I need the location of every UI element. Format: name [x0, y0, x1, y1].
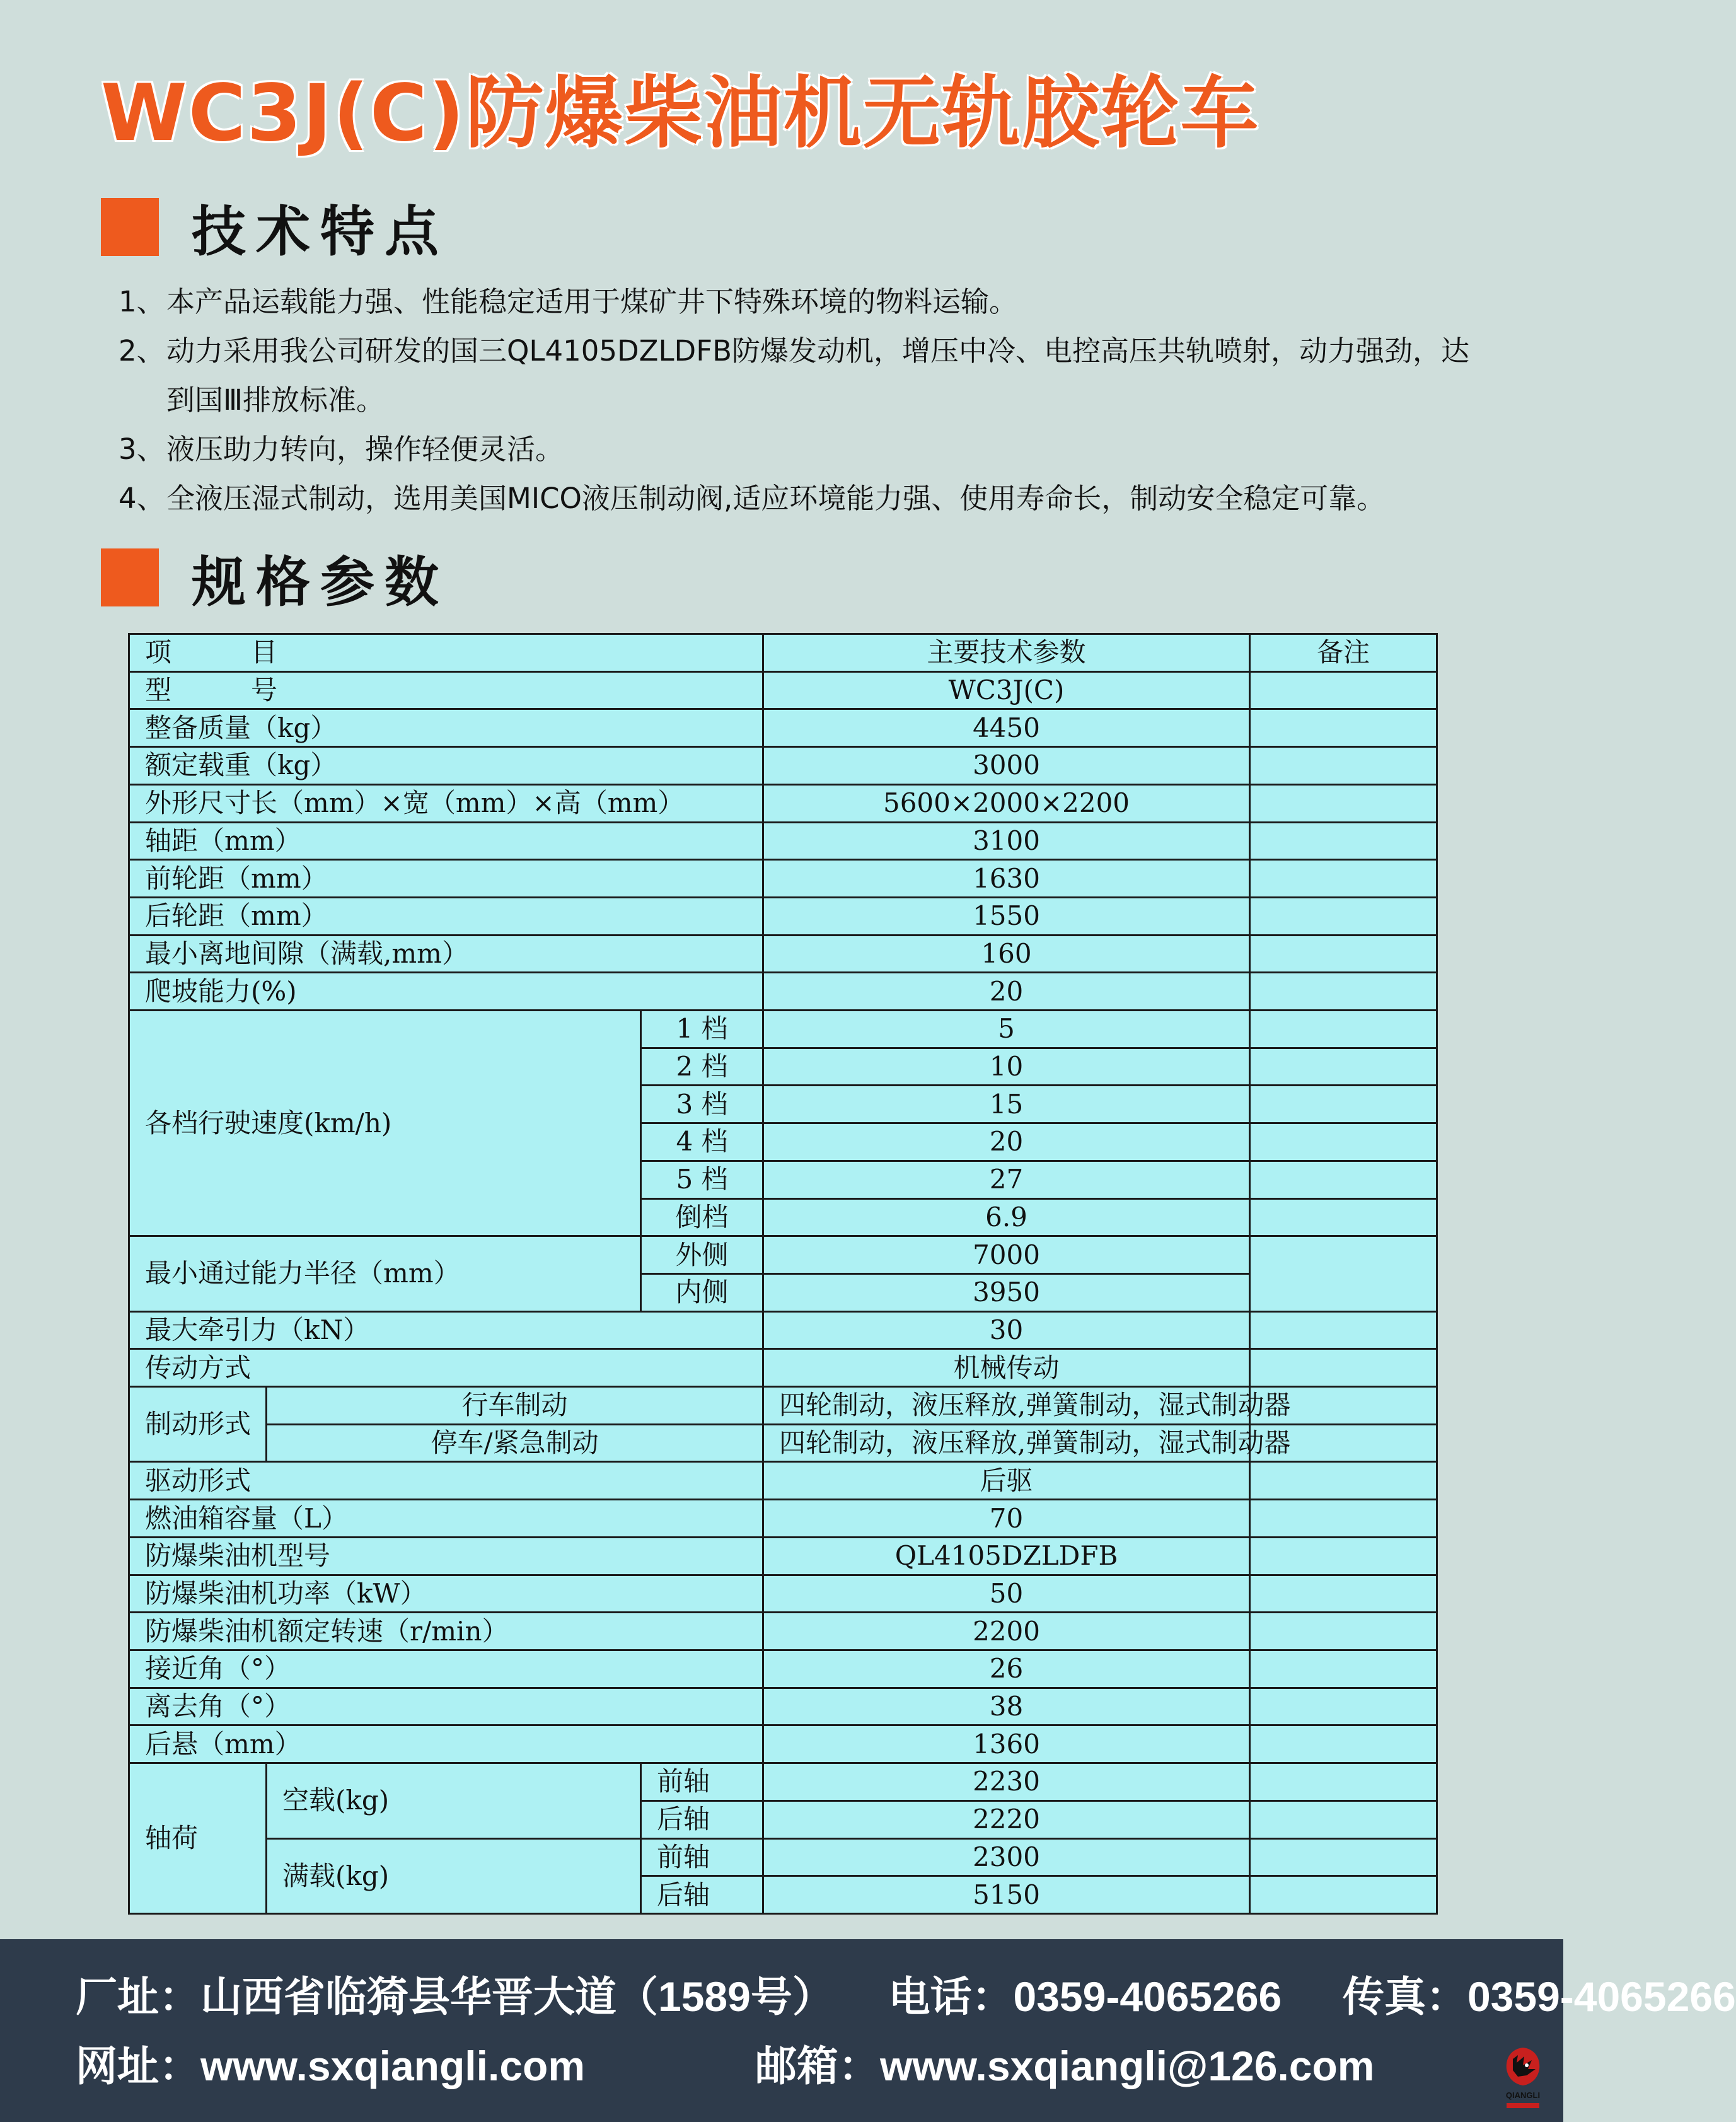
brake-label: 制动形式	[129, 1387, 267, 1462]
row-note	[1250, 1462, 1437, 1500]
axle-name: 后轴	[641, 1800, 763, 1838]
footer-phone: 电话：0359-4065266	[888, 1973, 1282, 2020]
feature-number: 2、	[119, 334, 165, 368]
gear-label: 4 档	[641, 1123, 763, 1161]
row-label: 防爆柴油机功率（kW）	[129, 1575, 763, 1613]
row-value: 后驱	[763, 1462, 1250, 1500]
table-row	[129, 1311, 1437, 1349]
footer-website[interactable]: 网址：www.sxqiangli.com	[76, 2043, 586, 2089]
row-note	[1250, 1123, 1437, 1161]
feature-item	[119, 327, 1480, 425]
brake-type: 停车/紧急制动	[267, 1424, 763, 1462]
row-note	[1250, 1575, 1437, 1613]
table-row	[129, 1500, 1437, 1538]
table-row	[129, 1349, 1437, 1387]
feature-number: 1、	[119, 285, 165, 318]
row-value: 50	[763, 1575, 1250, 1613]
footer-address: 厂址：山西省临猗县华晋大道（1589号）	[76, 1973, 834, 2020]
row-note	[1250, 1011, 1437, 1048]
row-note	[1250, 784, 1437, 822]
table-row	[129, 709, 1437, 747]
specs-section-header	[101, 546, 449, 614]
row-label: 离去角（°）	[129, 1688, 763, 1725]
gear-label: 1 档	[641, 1011, 763, 1048]
row-note	[1250, 1650, 1437, 1688]
gear-label: 3 档	[641, 1086, 763, 1123]
row-note	[1250, 860, 1437, 898]
row-label: 外形尺寸长（mm）×宽（mm）×高（mm）	[129, 784, 763, 822]
table-row	[129, 1688, 1437, 1725]
radius-side: 外侧	[641, 1236, 763, 1274]
table-row	[129, 822, 1437, 860]
table-row	[129, 1575, 1437, 1613]
gear-value: 20	[763, 1123, 1250, 1161]
table-header-row	[129, 634, 1437, 672]
axle-value: 2300	[763, 1838, 1250, 1876]
spec-table	[128, 633, 1438, 1915]
row-note	[1250, 1613, 1437, 1650]
gear-value: 5	[763, 1011, 1250, 1048]
speed-label: 各档行驶速度(km/h)	[129, 1011, 641, 1236]
features-title: 技术特点	[192, 200, 449, 264]
radius-value: 7000	[763, 1236, 1250, 1274]
axle-empty-label: 空载(kg)	[267, 1763, 641, 1838]
footer	[0, 1939, 1736, 2122]
feature-text: 液压助力转向，操作轻便灵活。	[166, 432, 564, 466]
company-logo	[1499, 2044, 1547, 2113]
row-value: 1630	[763, 860, 1250, 898]
gear-label: 倒档	[641, 1198, 763, 1236]
gear-label: 5 档	[641, 1161, 763, 1198]
row-label: 后悬（mm）	[129, 1725, 763, 1763]
row-label: 防爆柴油机额定转速（r/min）	[129, 1613, 763, 1650]
table-row	[129, 1387, 1437, 1425]
axle-value: 5150	[763, 1876, 1250, 1914]
row-value: 20	[763, 973, 1250, 1011]
row-note	[1250, 1349, 1437, 1387]
features-section-header	[101, 195, 449, 264]
table-row	[129, 747, 1437, 785]
row-label: 轴距（mm）	[129, 822, 763, 860]
gear-value: 27	[763, 1161, 1250, 1198]
specs-title: 规格参数	[192, 551, 449, 614]
table-row	[129, 1236, 1437, 1274]
radius-label: 最小通过能力半径（mm）	[129, 1236, 641, 1311]
section-marker-icon	[101, 198, 159, 256]
row-note	[1250, 671, 1437, 709]
row-note	[1250, 1086, 1437, 1123]
table-row	[129, 1613, 1437, 1650]
table-row	[129, 1537, 1437, 1575]
row-note	[1250, 822, 1437, 860]
row-value: 30	[763, 1311, 1250, 1349]
table-row	[129, 1011, 1437, 1048]
axle-name: 后轴	[641, 1876, 763, 1914]
gear-label: 2 档	[641, 1048, 763, 1086]
features-list	[119, 277, 1480, 523]
row-note	[1250, 1763, 1437, 1801]
row-value: 3000	[763, 747, 1250, 785]
radius-side: 内侧	[641, 1273, 763, 1311]
header-note: 备注	[1250, 634, 1437, 672]
row-value: 26	[763, 1650, 1250, 1688]
row-note	[1250, 1876, 1437, 1914]
section-marker-icon	[101, 548, 159, 606]
feature-text: 全液压湿式制动，选用美国MICO液压制动阀,适应环境能力强、使用寿命长，制动安全稳定可靠。	[166, 482, 1386, 515]
row-value: 机械传动	[763, 1349, 1250, 1387]
row-note	[1250, 747, 1437, 785]
row-label: 防爆柴油机型号	[129, 1537, 763, 1575]
axle-name: 前轴	[641, 1838, 763, 1876]
row-note	[1250, 1236, 1437, 1311]
row-label: 爬坡能力(%)	[129, 973, 763, 1011]
gear-value: 10	[763, 1048, 1250, 1086]
row-note	[1250, 1838, 1437, 1876]
brake-value: 四轮制动，液压释放,弹簧制动，湿式制动器	[763, 1387, 1250, 1425]
feature-number: 4、	[119, 482, 165, 515]
row-label: 传动方式	[129, 1349, 763, 1387]
feature-item	[119, 277, 1480, 327]
radius-value: 3950	[763, 1273, 1250, 1311]
table-row	[129, 1763, 1437, 1801]
axle-full-label: 满载(kg)	[267, 1838, 641, 1914]
row-note	[1250, 1311, 1437, 1349]
table-row	[129, 897, 1437, 935]
row-note	[1250, 1048, 1437, 1086]
row-value: 160	[763, 935, 1250, 973]
row-label: 型 号	[129, 671, 763, 709]
row-note	[1250, 1537, 1437, 1575]
feature-text: 动力采用我公司研发的国三QL4105DZLDFB防爆发动机，增压中冷、电控高压共轨喷射，动力强劲，达到国Ⅲ排放标准。	[166, 334, 1469, 417]
table-row	[129, 1424, 1437, 1462]
table-row	[129, 973, 1437, 1011]
row-value: 2200	[763, 1613, 1250, 1650]
row-note	[1250, 1198, 1437, 1236]
table-row	[129, 1650, 1437, 1688]
row-note	[1250, 1161, 1437, 1198]
row-label: 整备质量（kg）	[129, 709, 763, 747]
footer-email[interactable]: 邮箱：www.sxqiangli@126.com	[755, 2043, 1375, 2089]
row-label: 后轮距（mm）	[129, 897, 763, 935]
logo-text: QIANGLI	[1505, 2090, 1541, 2100]
gear-value: 6.9	[763, 1198, 1250, 1236]
row-value: QL4105DZLDFB	[763, 1537, 1250, 1575]
row-label: 最小离地间隙（满载,mm）	[129, 935, 763, 973]
gear-value: 15	[763, 1086, 1250, 1123]
feature-text: 本产品运载能力强、性能稳定适用于煤矿井下特殊环境的物料运输。	[166, 285, 1018, 318]
feature-number: 3、	[119, 432, 165, 466]
row-label: 接近角（°）	[129, 1650, 763, 1688]
footer-row-contact	[76, 1963, 1736, 2023]
row-label: 前轮距（mm）	[129, 860, 763, 898]
header-item: 项 目	[129, 634, 763, 672]
axle-label: 轴荷	[129, 1763, 267, 1914]
row-value: 1360	[763, 1725, 1250, 1763]
row-note	[1250, 973, 1437, 1011]
feature-item	[119, 425, 1480, 474]
footer-row-web	[76, 2032, 1375, 2092]
row-value: 4450	[763, 709, 1250, 747]
row-note	[1250, 897, 1437, 935]
row-note	[1250, 1800, 1437, 1838]
table-row	[129, 860, 1437, 898]
row-label: 燃油箱容量（L）	[129, 1500, 763, 1538]
row-note	[1250, 709, 1437, 747]
axle-value: 2230	[763, 1763, 1250, 1801]
lion-logo-icon	[1499, 2044, 1547, 2113]
table-row	[129, 1838, 1437, 1876]
brake-type: 行车制动	[267, 1387, 763, 1425]
header-main-params: 主要技术参数	[763, 634, 1250, 672]
table-row	[129, 1725, 1437, 1763]
row-label: 最大牵引力（kN）	[129, 1311, 763, 1349]
table-row	[129, 1462, 1437, 1500]
row-label: 额定载重（kg）	[129, 747, 763, 785]
row-note	[1250, 1725, 1437, 1763]
row-note	[1250, 1688, 1437, 1725]
row-value: 1550	[763, 897, 1250, 935]
table-row	[129, 784, 1437, 822]
row-label: 驱动形式	[129, 1462, 763, 1500]
row-value: 5600×2000×2200	[763, 784, 1250, 822]
brake-value: 四轮制动，液压释放,弹簧制动，湿式制动器	[763, 1424, 1250, 1462]
row-value: 38	[763, 1688, 1250, 1725]
row-note	[1250, 935, 1437, 973]
page-title: WC3J(C)防爆柴油机无轨胶轮车	[101, 68, 1260, 159]
axle-value: 2220	[763, 1800, 1250, 1838]
table-row	[129, 935, 1437, 973]
feature-item	[119, 474, 1480, 523]
table-row	[129, 671, 1437, 709]
footer-fax: 传真：0359-4065266	[1342, 1973, 1736, 2020]
row-note	[1250, 1500, 1437, 1538]
row-value: WC3J(C)	[763, 671, 1250, 709]
row-value: 3100	[763, 822, 1250, 860]
row-value: 70	[763, 1500, 1250, 1538]
axle-name: 前轴	[641, 1763, 763, 1801]
